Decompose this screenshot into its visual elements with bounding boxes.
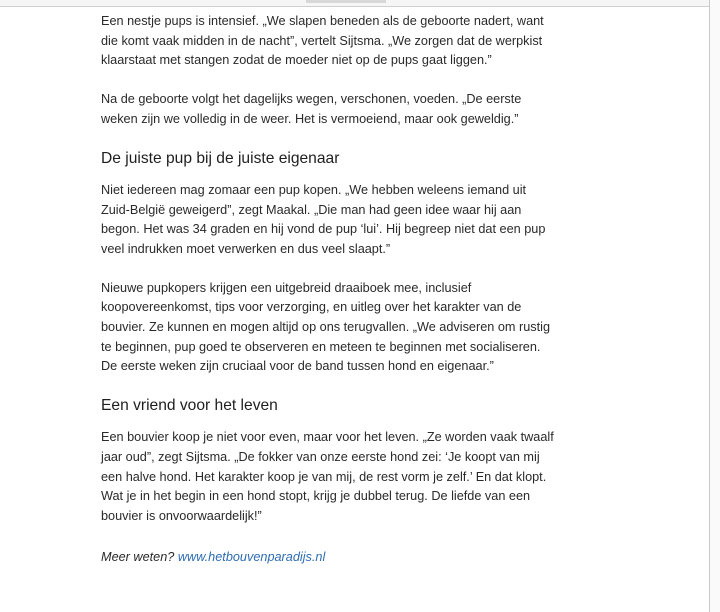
paragraph-geboorte: Na de geboorte volgt het dagelijks wegen, verschonen, voeden. „De eerste weken zijn we volledig in de weer. Het is vermoeiend, maar ook geweldig.”: [101, 92, 522, 126]
article: [101, 12, 556, 587]
tab-remnant: [306, 0, 386, 3]
paragraph-bouvier-koop: Een bouvier koop je niet voor even, maar voor het leven. „Ze worden vaak twaalf jaar oud”, zegt Sijtsma. „De fokker van onze eerste hond zei: ‘Je koopt van mij een halve hond. Het karakter koop je van mij, de rest vorm je zelf.’ En dat klopt. Wat je in het begin in een hond stopt, krijg je dubbel terug. De liefde van een bouvier is onvoorwaardelijk!”: [101, 430, 554, 523]
paragraph-niet-iedereen: Niet iedereen mag zomaar een pup kopen. „We hebben weleens iemand uit Zuid-België geweigerd”, zegt Maakal. „Die man had geen idee waar hij aan begon. Het was 34 graden en hij vond de pup ‘lui’. Hij begreep niet dat een pup veel indrukken moet verwerken en dus veel slaapt.”: [101, 182, 546, 256]
right-edge-border: [709, 0, 720, 612]
paragraph-nestje: Een nestje pups is intensief. „We slapen beneden als de geboorte nadert, want die komt vaak midden in de nacht”, vertelt Sijtsma. „We zorgen dat de werpkist klaarstaat met stangen zodat de moeder niet op de pups gaat liggen.”: [101, 14, 544, 68]
top-bar: [0, 0, 720, 7]
heading-vriend-voor-leven: Een vriend voor het leven: [101, 397, 278, 415]
heading-juiste-pup: De juiste pup bij de juiste eigenaar: [101, 149, 340, 167]
website-link[interactable]: www.hetbouvenparadijs.nl: [177, 550, 326, 565]
paragraph-nieuwe-pupkopers: Nieuwe pupkopers krijgen een uitgebreid draaiboek mee, inclusief koopovereenkomst, tips voor verzorging, en uitleg over het karakter van de bouvier. Ze kunnen en mogen altijd op ons terugvallen. „We adviseren om rustig te beginnen, pup goed te observeren en meteen te beginnen met socialiseren. De eerste weken zijn cruciaal voor de band tussen hond en eigenaar.”: [101, 280, 551, 374]
more-info-line: [101, 548, 556, 568]
more-info-label: Meer weten?: [101, 550, 175, 565]
